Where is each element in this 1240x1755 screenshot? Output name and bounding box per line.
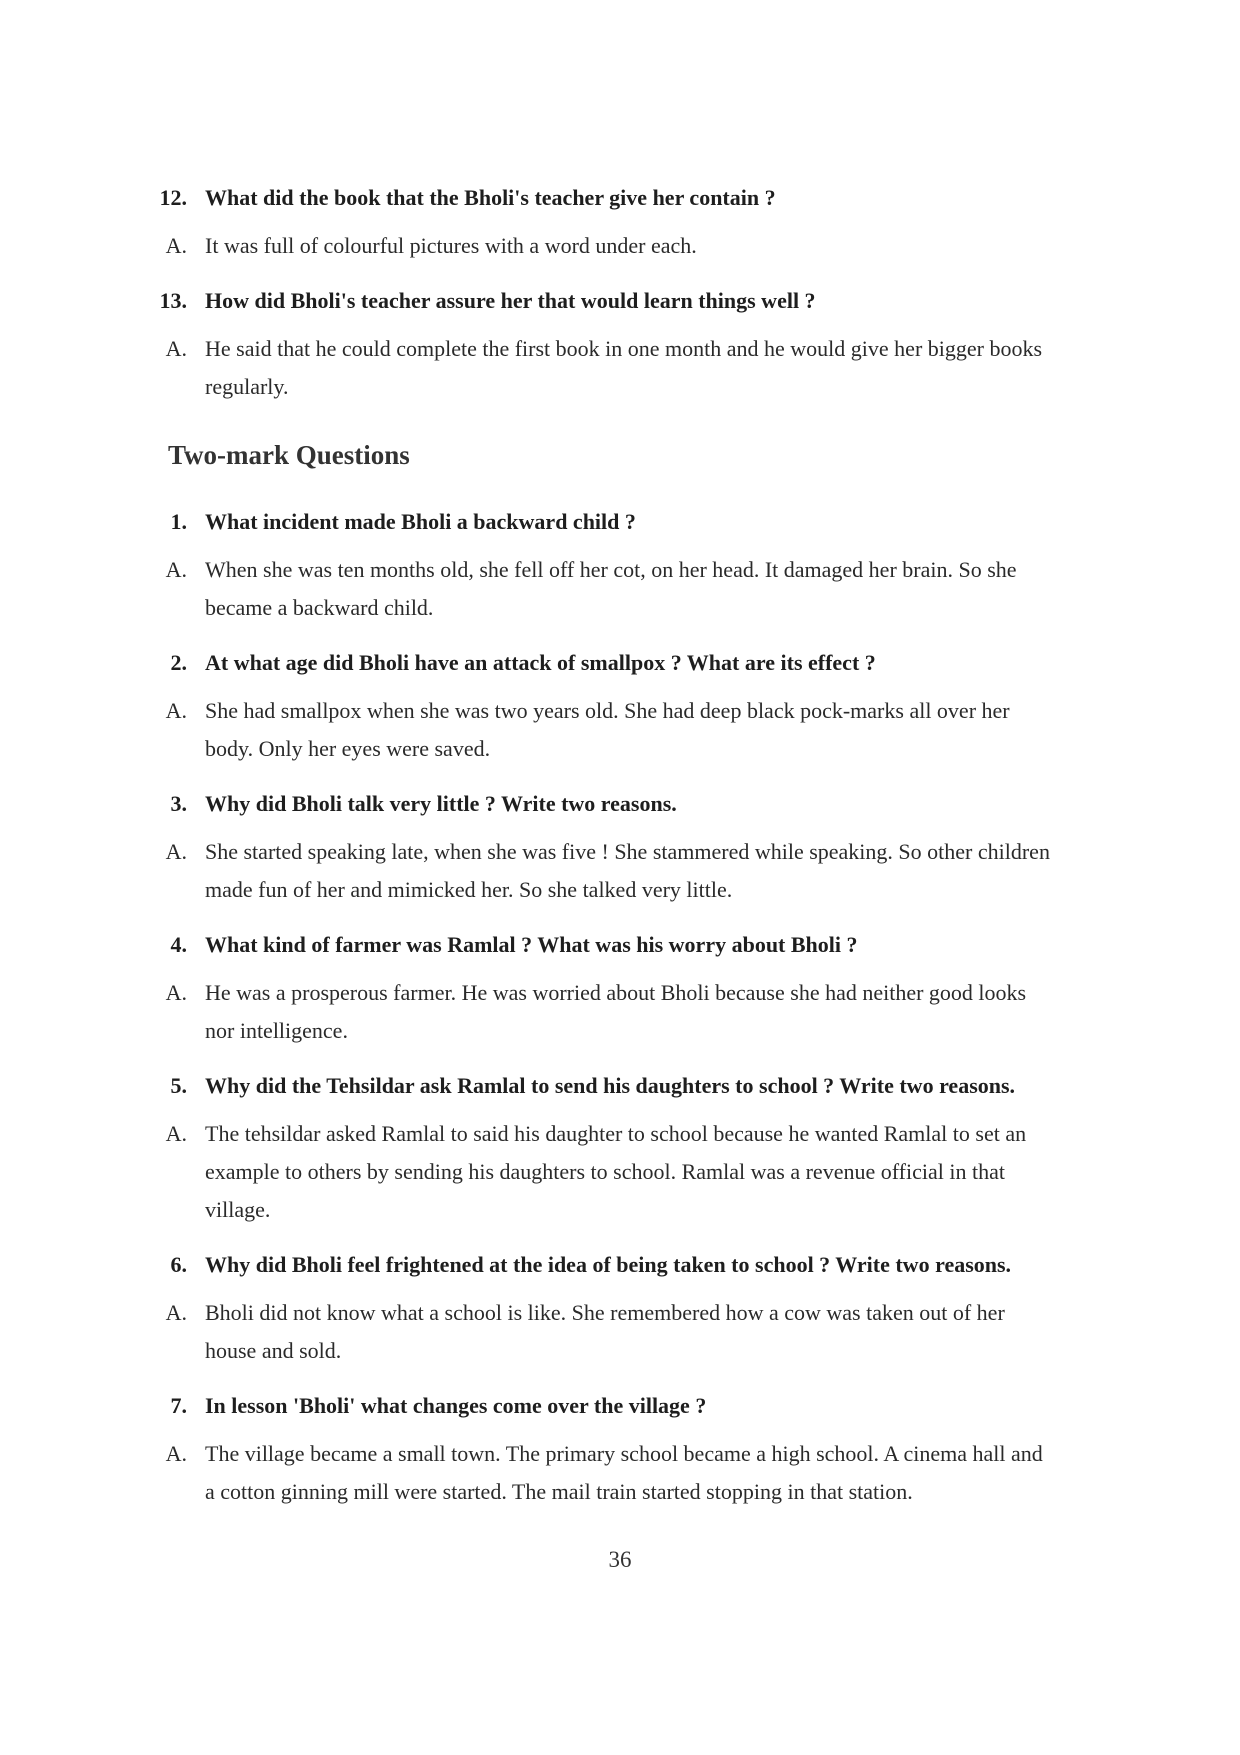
answer-line: became a backward child. — [205, 595, 434, 620]
question-text: In lesson 'Bholi' what changes come over the village ? — [205, 1393, 707, 1418]
question-text: What did the book that the Bholi's teacher give her contain ? — [205, 185, 776, 210]
answer-line: house and sold. — [205, 1338, 342, 1363]
question-number: 3. — [170, 791, 187, 816]
question-text: What incident made Bholi a backward child ? — [205, 509, 636, 534]
question-number: 2. — [170, 650, 187, 675]
answer-line: made fun of her and mimicked her. So she talked very little. — [205, 877, 733, 902]
answer-line: a cotton ginning mill were started. The mail train started stopping in that station. — [205, 1479, 913, 1504]
question-number: 1. — [170, 509, 187, 534]
question-text: How did Bholi's teacher assure her that would learn things well ? — [205, 288, 816, 313]
answer-marker: A. — [165, 233, 187, 258]
question-text: Why did the Tehsildar ask Ramlal to send his daughters to school ? Write two reasons. — [205, 1073, 1016, 1098]
answer-marker: A. — [165, 980, 187, 1005]
answer-line: regularly. — [205, 374, 289, 399]
question-number: 5. — [170, 1073, 187, 1098]
question-number: 7. — [170, 1393, 187, 1418]
answer-marker: A. — [165, 557, 187, 582]
question-number: 13. — [159, 288, 187, 313]
answer-line: village. — [205, 1197, 271, 1222]
answer-marker: A. — [165, 839, 187, 864]
answer-line: She started speaking late, when she was five ! She stammered while speaking. So other children — [205, 839, 1050, 864]
section-heading: Two-mark Questions — [168, 440, 410, 470]
question-number: 12. — [159, 185, 187, 210]
page-number: 36 — [608, 1547, 632, 1572]
question-text: Why did Bholi talk very little ? Write two reasons. — [205, 791, 677, 816]
question-number: 4. — [170, 932, 187, 957]
answer-line: When she was ten months old, she fell off her cot, on her head. It damaged her brain. So she — [205, 557, 1017, 582]
answer-line: example to others by sending his daughters to school. Ramlal was a revenue official in that — [205, 1159, 1005, 1184]
answer-marker: A. — [165, 336, 187, 361]
question-text: Why did Bholi feel frightened at the idea of being taken to school ? Write two reasons. — [205, 1252, 1012, 1277]
question-text: At what age did Bholi have an attack of smallpox ? What are its effect ? — [205, 650, 876, 675]
answer-line: He was a prosperous farmer. He was worried about Bholi because she had neither good looks — [205, 980, 1027, 1005]
answer-marker: A. — [165, 1121, 187, 1146]
question-text: What kind of farmer was Ramlal ? What was his worry about Bholi ? — [205, 932, 858, 957]
answer-line: She had smallpox when she was two years old. She had deep black pock-marks all over her — [205, 698, 1010, 723]
answer-line: The village became a small town. The primary school became a high school. A cinema hall and — [205, 1441, 1043, 1466]
answer-marker: A. — [165, 1300, 187, 1325]
answer-line: It was full of colourful pictures with a word under each. — [205, 233, 697, 258]
answer-line: He said that he could complete the first book in one month and he would give her bigger books — [205, 336, 1043, 361]
question-number: 6. — [170, 1252, 187, 1277]
answer-marker: A. — [165, 698, 187, 723]
answer-line: body. Only her eyes were saved. — [205, 736, 491, 761]
answer-line: The tehsildar asked Ramlal to said his daughter to school because he wanted Ramlal to set an — [205, 1121, 1027, 1146]
answer-line: Bholi did not know what a school is like. She remembered how a cow was taken out of her — [205, 1300, 1005, 1325]
answer-marker: A. — [165, 1441, 187, 1466]
answer-line: nor intelligence. — [205, 1018, 348, 1043]
